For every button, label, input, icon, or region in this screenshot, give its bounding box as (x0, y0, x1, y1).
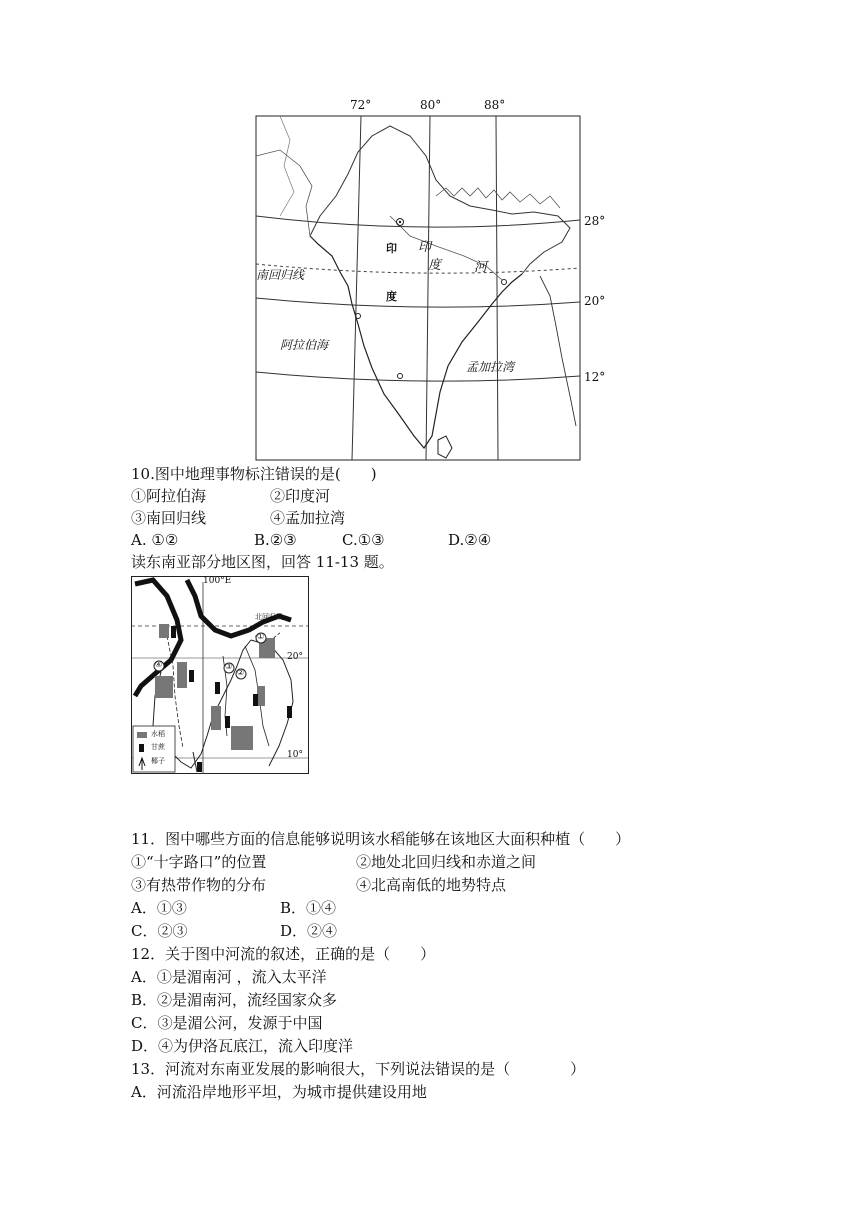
legend-coconut-label: 椰子 (151, 757, 165, 765)
label-yin2: 印 (418, 240, 432, 255)
intro-text: 读东南亚部分地区图，回答 11-13 题。 (131, 553, 394, 571)
label-tropic-cancer: 北回归线 (255, 613, 283, 621)
lat-label-20: 20° (584, 294, 606, 308)
q10-opt1: ①阿拉伯海 (131, 487, 207, 505)
q10-answer-a: A. ①② (131, 531, 179, 549)
label-arabian-sea: 阿拉伯海 (280, 338, 329, 352)
legend-rice-swatch (137, 732, 147, 738)
lon-label-72: 72° (350, 98, 372, 112)
q10-opt4: ④孟加拉湾 (270, 509, 346, 527)
label-he: 河 (474, 260, 488, 275)
q11-stem: 11．图中哪些方面的信息能够说明该水稻能够在该地区大面积种植（ ） (131, 830, 631, 848)
q10-stem: 10.图中地理事物标注错误的是( ) (131, 465, 377, 483)
q12-answer-d: D．④为伊洛瓦底江，流入印度洋 (131, 1037, 354, 1055)
q12-answer-a: A．①是湄南河 ，流入太平洋 (131, 968, 327, 986)
lon-label-88: 88° (484, 98, 506, 112)
q11-answer-c: C．②③ (131, 922, 188, 940)
q10-answer-d: D.②④ (448, 531, 492, 549)
legend-sugarcane-swatch (139, 744, 144, 752)
q11-answer-b: B．①④ (280, 899, 337, 917)
q10-answer-c: C.①③ (342, 531, 385, 549)
legend-sugarcane-label: 甘蔗 (151, 743, 165, 751)
label-tropic: 南回归线 (256, 268, 305, 282)
legend-rice-label: 水稻 (151, 730, 165, 738)
label-du: 度 (386, 290, 397, 303)
q11-answer-a: A．①③ (131, 899, 187, 917)
lat-label-20-2: 20° (287, 652, 303, 662)
q13-answer-a: A．河流沿岸地形平坦，为城市提供建设用地 (131, 1083, 427, 1101)
southeast-asia-map (131, 576, 309, 774)
q11-opt3: ③有热带作物的分布 (131, 876, 267, 894)
q11-opt1: ①“十字路口”的位置 (131, 853, 267, 871)
label-du2: 度 (428, 258, 442, 273)
q12-answer-b: B．②是湄南河，流经国家众多 (131, 991, 338, 1009)
marker-4-label: ④ (155, 660, 163, 669)
label-yin: 印 (386, 242, 397, 255)
label-bengal-bay: 孟加拉湾 (466, 360, 515, 374)
lat-label-28: 28° (584, 214, 606, 228)
marker-1-label: ① (257, 632, 265, 641)
q10-answer-b: B.②③ (254, 531, 297, 549)
q11-opt4: ④北高南低的地势特点 (356, 876, 507, 894)
q13-stem: 13．河流对东南亚发展的影响很大，下列说法错误的是（ ） (131, 1060, 586, 1078)
marker-3-label: ③ (225, 662, 233, 671)
lat-label-12: 12° (584, 370, 606, 384)
lon-label-80: 80° (420, 98, 442, 112)
q10-opt2: ②印度河 (270, 487, 331, 505)
q10-opt3: ③南回归线 (131, 509, 207, 527)
marker-2-label: ② (237, 668, 245, 677)
q12-stem: 12．关于图中河流的叙述，正确的是（ ） (131, 945, 436, 963)
q11-answer-d: D．②④ (280, 922, 338, 940)
q12-answer-c: C．③是湄公河，发源于中国 (131, 1014, 323, 1032)
south-asia-map (240, 96, 620, 464)
q11-opt2: ②地处北回归线和赤道之间 (356, 853, 537, 871)
lat-label-10: 10° (287, 750, 303, 760)
lon-label-100e: 100°E (203, 576, 232, 586)
